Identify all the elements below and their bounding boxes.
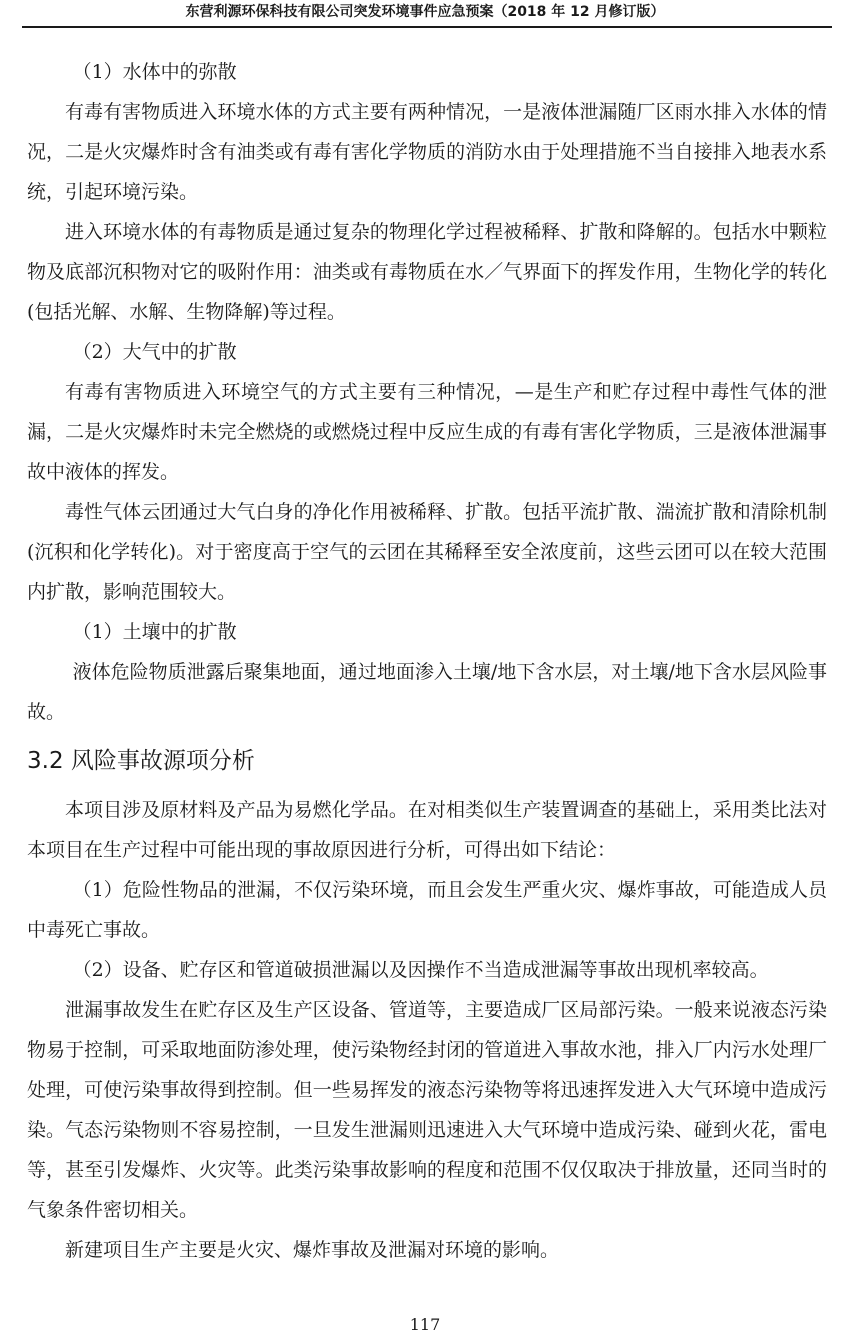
- page-header: 东营利源环保科技有限公司突发环境事件应急预案（2018 年 12 月修订版）: [185, 4, 665, 20]
- paragraph: 有毒有害物质进入环境水体的方式主要有两种情况，一是液体泄漏随厂区雨水排入水体的情况，二是火灾爆炸时含有油类或有毒有害化学物质的消防水由于处理措施不当自接排入地表水系统，引起环境污染。: [27, 101, 827, 203]
- paragraph: 本项目涉及原材料及产品为易燃化学品。在对相类似生产装置调查的基础上，采用类比法对本项目在生产过程中可能出现的事故原因进行分析，可得出如下结论：: [27, 799, 827, 861]
- header-rule: [22, 26, 832, 28]
- list-item: （2）设备、贮存区和管道破损泄漏以及因操作不当造成泄漏等事故出现机率较高。: [72, 959, 769, 981]
- paragraph: 有毒有害物质进入环境空气的方式主要有三种情况，—是生产和贮存过程中毒性气体的泄漏，二是火灾爆炸时未完全燃烧的或燃烧过程中反应生成的有毒有害化学物质，三是液体泄漏事故中液体的挥发。: [27, 381, 827, 483]
- subheading-water-dispersion: （1）水体中的弥散: [72, 61, 237, 83]
- paragraph: 新建项目生产主要是火灾、爆炸事故及泄漏对环境的影响。: [65, 1239, 560, 1261]
- paragraph: 泄漏事故发生在贮存区及生产区设备、管道等，主要造成厂区局部污染。一般来说液态污染物易于控制，可采取地面防渗处理，使污染物经封闭的管道进入事故水池，排入厂内污水处理厂处理，可使污染事故得到控制。但一些易挥发的液态污染物等将迅速挥发进入大气环境中造成污染。气态污染物则不容易控制，一旦发生泄漏则迅速进入大气环境中造成污染、碰到火花，雷电等，甚至引发爆炸、火灾等。此类污染事故影响的程度和范围不仅仅取决于排放量，还同当时的气象条件密切相关。: [27, 999, 827, 1221]
- document-body: [27, 52, 827, 1270]
- page-number: 117: [409, 1315, 441, 1334]
- subheading-soil-diffusion: （1）土壤中的扩散: [72, 621, 237, 643]
- section-heading: 3.2 风险事故源项分析: [27, 748, 255, 774]
- list-item: （1）危险性物品的泄漏，不仅污染环境，而且会发生严重火灾、爆炸事故，可能造成人员中毒死亡事故。: [27, 879, 827, 941]
- paragraph: 进入环境水体的有毒物质是通过复杂的物理化学过程被稀释、扩散和降解的。包括水中颗粒物及底部沉积物对它的吸附作用：油类或有毒物质在水／气界面下的挥发作用，生物化学的转化(包括光解、水解、生物降解)等过程。: [27, 221, 827, 323]
- paragraph: 毒性气体云团通过大气白身的净化作用被稀释、扩散。包括平流扩散、湍流扩散和清除机制(沉积和化学转化)。对于密度高于空气的云团在其稀释至安全浓度前，这些云团可以在较大范围内扩散，影响范围较大。: [27, 501, 827, 603]
- paragraph: 液体危险物质泄露后聚集地面，通过地面渗入土壤/地下含水层，对土壤/地下含水层风险事故。: [27, 661, 827, 723]
- subheading-air-diffusion: （2）大气中的扩散: [72, 341, 237, 363]
